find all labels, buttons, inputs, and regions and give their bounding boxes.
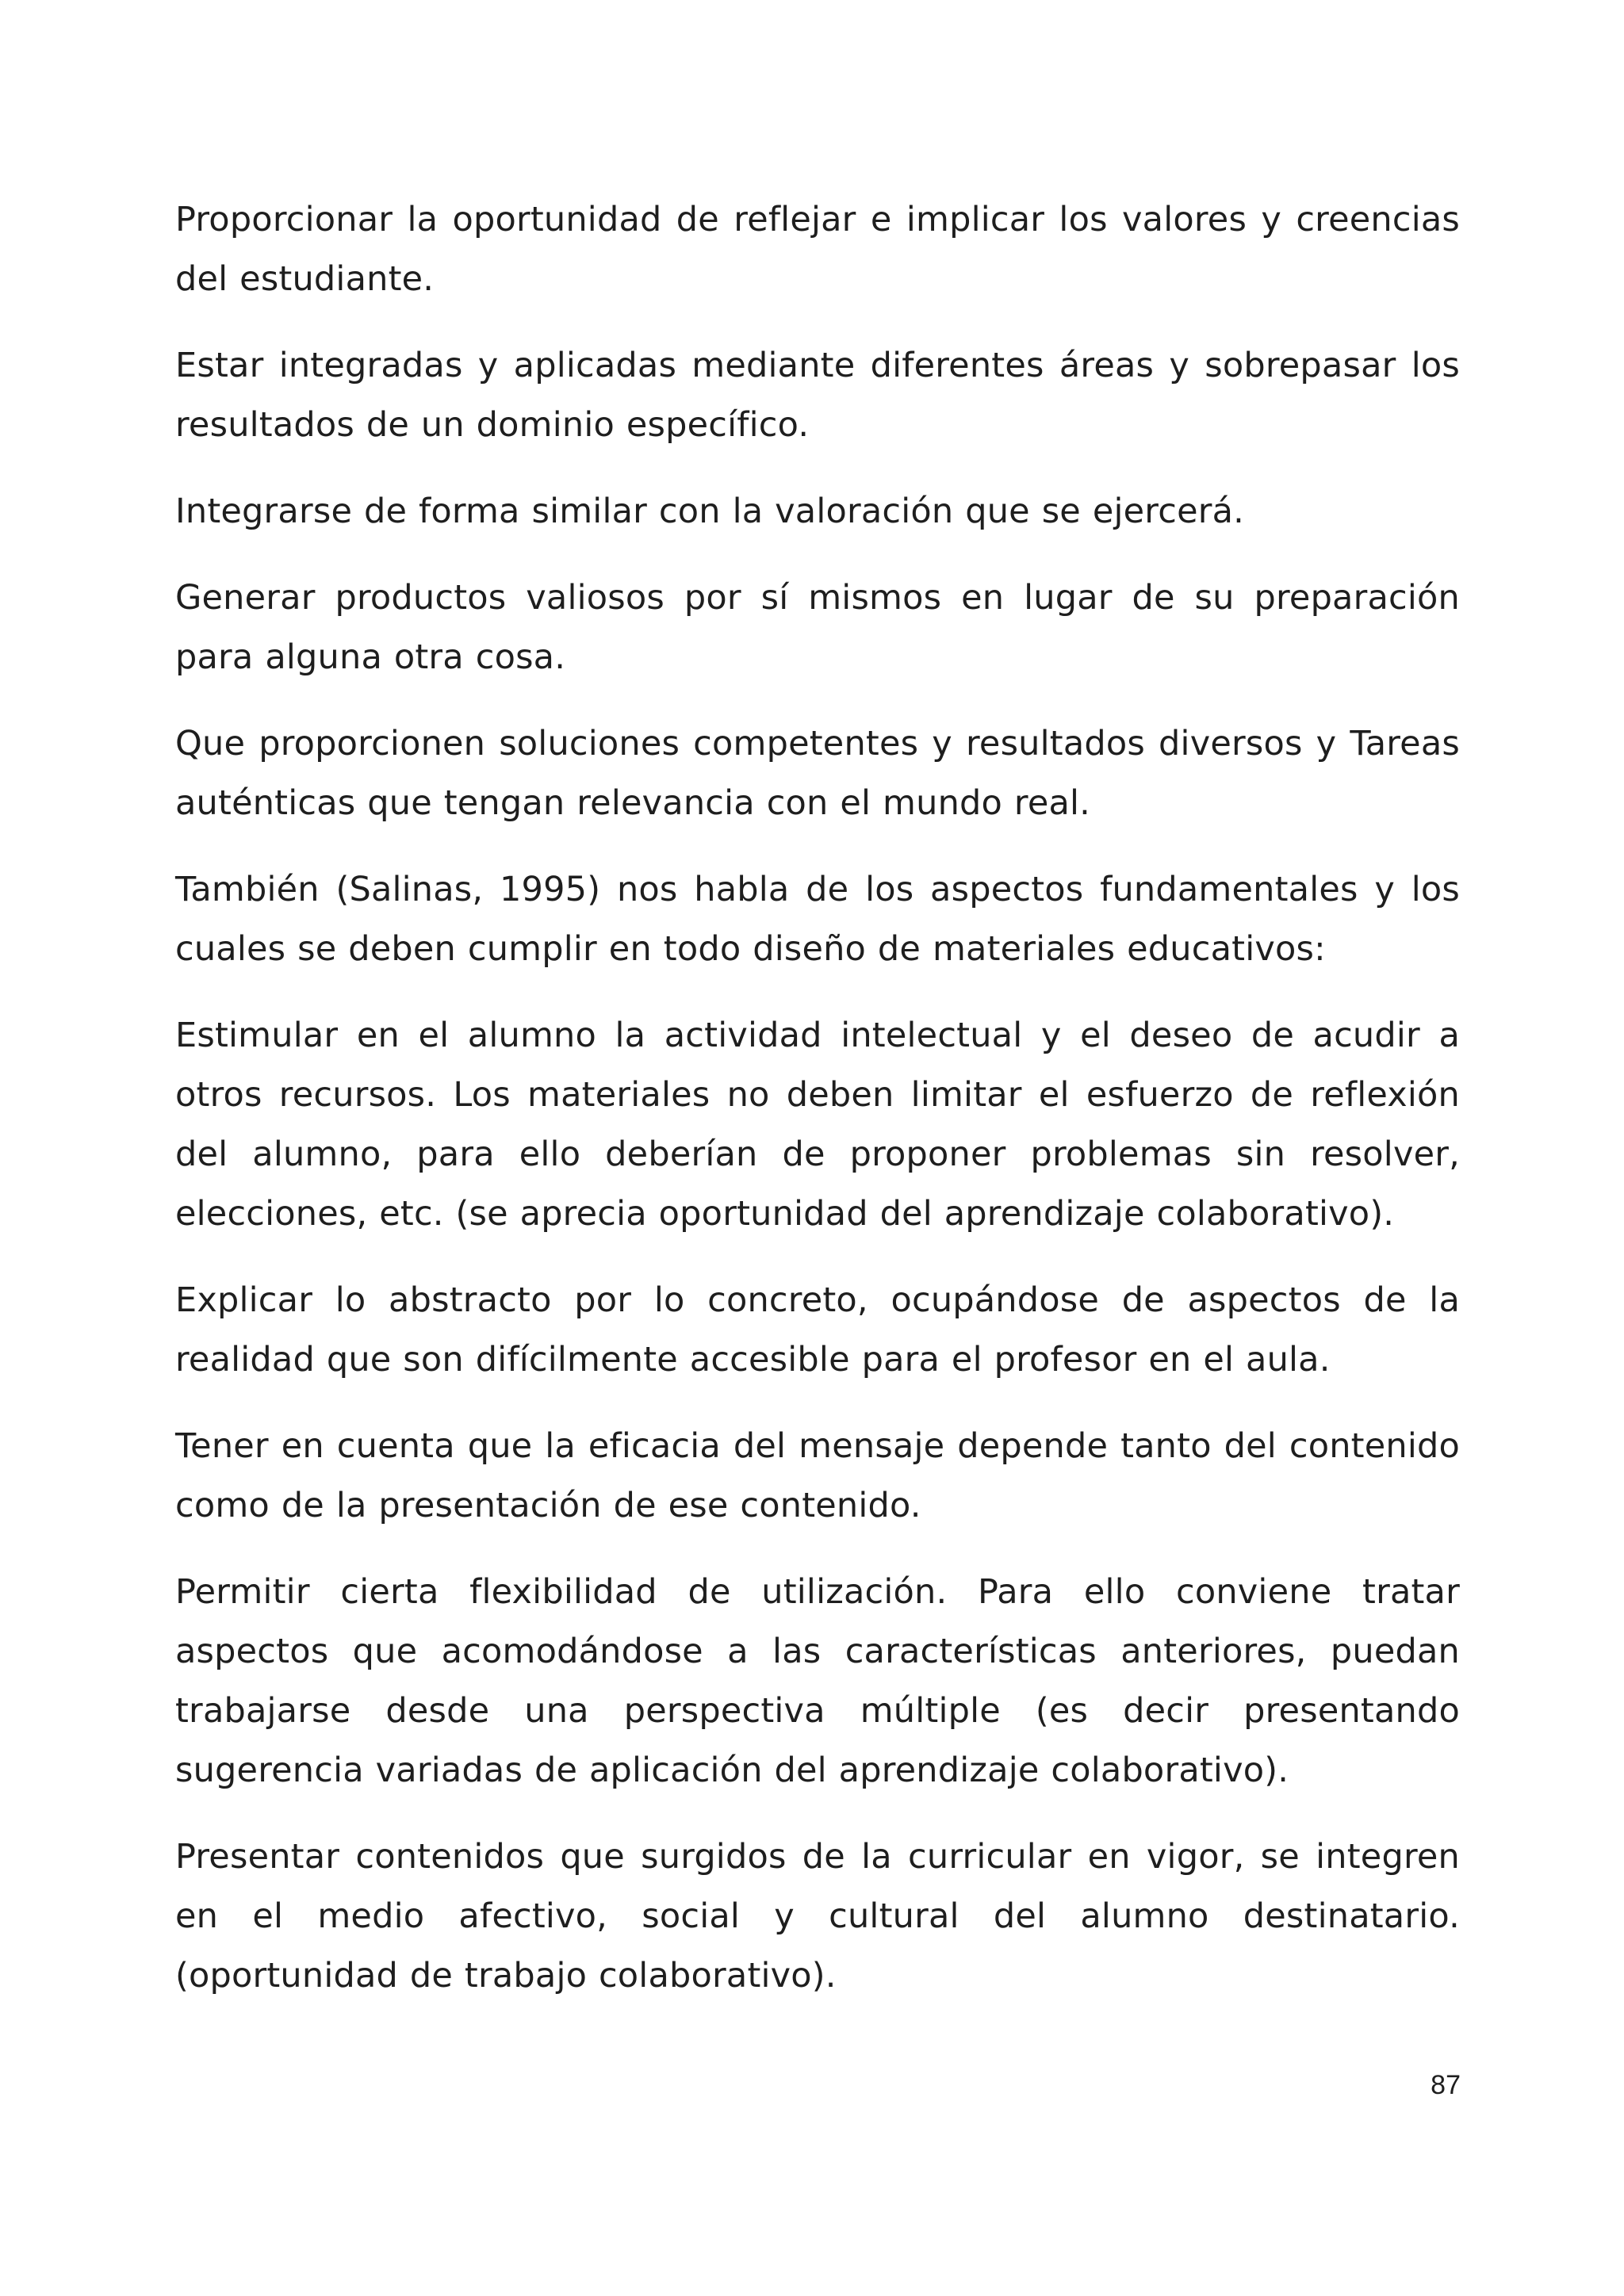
paragraph: Tener en cuenta que la eficacia del mensaje depende tanto del contenido como de la presentación de ese contenido. xyxy=(175,1426,1460,1525)
paragraph: Integrarse de forma similar con la valoración que se ejercerá. xyxy=(175,492,1245,531)
paragraph: Proporcionar la oportunidad de reflejar e implicar los valores y creencias del estudiante. xyxy=(175,200,1460,299)
paragraph: Permitir cierta flexibilidad de utilización. Para ello conviene tratar aspectos que acomodándose a las características anteriores, puedan trabajarse desde una perspectiva múltiple (es decir presentando sugerencia variadas de aplicación del aprendizaje colaborativo). xyxy=(175,1572,1460,1790)
paragraph: Explicar lo abstracto por lo concreto, ocupándose de aspectos de la realidad que son difícilmente accesible para el profesor en el aula. xyxy=(175,1280,1460,1380)
body-text xyxy=(175,190,1460,2033)
paragraph: También (Salinas, 1995) nos habla de los aspectos fundamentales y los cuales se deben cumplir en todo diseño de materiales educativos: xyxy=(175,870,1460,969)
paragraph: Presentar contenidos que surgidos de la curricular en vigor, se integren en el medio afectivo, social y cultural del alumno destinatario. (oportunidad de trabajo colaborativo). xyxy=(175,1837,1460,1996)
paragraph: Generar productos valiosos por sí mismos en lugar de su preparación para alguna otra cosa. xyxy=(175,578,1460,677)
paragraph: Estimular en el alumno la actividad intelectual y el deseo de acudir a otros recursos. Los materiales no deben limitar el esfuerzo de reflexión del alumno, para ello deberían de proponer problemas sin resolver, elecciones, etc. (se aprecia oportunidad del aprendizaje colaborativo). xyxy=(175,1016,1460,1234)
page-number: 87 xyxy=(1431,2070,1461,2100)
paragraph: Estar integradas y aplicadas mediante diferentes áreas y sobrepasar los resultados de un dominio específico. xyxy=(175,346,1460,445)
paragraph: Que proporcionen soluciones competentes y resultados diversos y Tareas auténticas que tengan relevancia con el mundo real. xyxy=(175,724,1460,823)
